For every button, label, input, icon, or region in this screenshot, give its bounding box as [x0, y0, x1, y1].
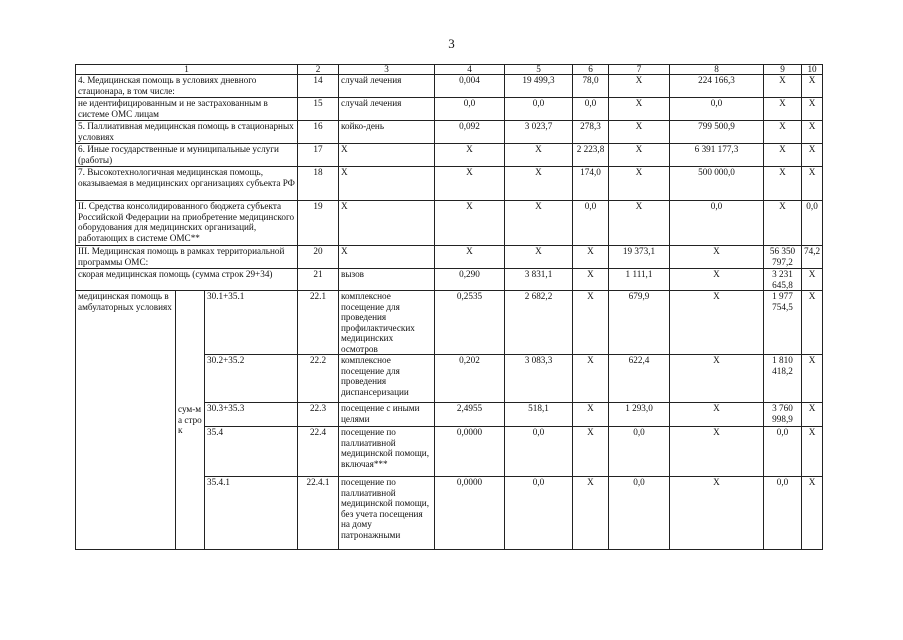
- table-cell: 0,0: [609, 427, 670, 477]
- table-cell: 0,0: [764, 477, 802, 550]
- table-cell: 22.4.1: [298, 477, 339, 550]
- table-cell: X: [435, 167, 505, 201]
- table-cell: 3 083,3: [505, 355, 573, 403]
- table-row: [76, 144, 823, 167]
- table-cell: 0,0000: [435, 477, 505, 550]
- header-cell: 3: [339, 65, 435, 75]
- table-cell: X: [802, 121, 823, 144]
- table-cell: 19 373,1: [609, 246, 670, 269]
- table-cell: 18: [298, 167, 339, 201]
- table-cell: 3 023,7: [505, 121, 573, 144]
- table-cell: X: [764, 167, 802, 201]
- table-cell: 19 499,3: [505, 75, 573, 98]
- table-cell: X: [670, 291, 764, 355]
- table-cell: 0,0: [670, 201, 764, 246]
- table-cell: комплексное посещение для проведения диспансеризации: [339, 355, 435, 403]
- table-cell: X: [802, 167, 823, 201]
- table-cell: X: [802, 403, 823, 427]
- row-label: 7. Высокотехнологичная медицинская помощь, оказываемая в медицинских организациях субъекта РФ: [76, 167, 298, 201]
- row-label: не идентифицированным и не застрахованным в системе ОМС лицам: [76, 98, 298, 121]
- table-cell: 0,0: [764, 427, 802, 477]
- table-cell: X: [802, 427, 823, 477]
- header-cell: 10: [802, 65, 823, 75]
- table-cell: 500 000,0: [670, 167, 764, 201]
- table-cell: X: [609, 144, 670, 167]
- header-cell: 6: [573, 65, 609, 75]
- table-cell: 22.2: [298, 355, 339, 403]
- header-cell: 9: [764, 65, 802, 75]
- table-cell: комплексное посещение для проведения профилактических медицинских осмотров: [339, 291, 435, 355]
- table-row: [76, 121, 823, 144]
- table-cell: 0,0: [505, 477, 573, 550]
- table-cell: X: [670, 246, 764, 269]
- table-cell: 22.3: [298, 403, 339, 427]
- table-cell: 0,290: [435, 269, 505, 291]
- table-cell: X: [339, 201, 435, 246]
- source-rows: 35.4.1: [205, 477, 298, 550]
- table-cell: X: [609, 75, 670, 98]
- header-row: [76, 65, 823, 75]
- row-label: 5. Паллиативная медицинская помощь в стационарных условиях: [76, 121, 298, 144]
- table-cell: X: [573, 269, 609, 291]
- table-cell: 3 831,1: [505, 269, 573, 291]
- table-cell: 0,092: [435, 121, 505, 144]
- table-cell: X: [670, 269, 764, 291]
- row-label: 4. Медицинская помощь в условиях дневного стационара, в том числе:: [76, 75, 298, 98]
- table-cell: 15: [298, 98, 339, 121]
- table-row: [76, 269, 823, 291]
- table-cell: X: [339, 167, 435, 201]
- table-cell: X: [670, 403, 764, 427]
- table-cell: X: [505, 144, 573, 167]
- table-cell: 0,0000: [435, 427, 505, 477]
- source-rows: 35.4: [205, 427, 298, 477]
- table-cell: X: [435, 144, 505, 167]
- table-cell: койко-день: [339, 121, 435, 144]
- table-cell: 0,0: [573, 98, 609, 121]
- table-cell: X: [435, 201, 505, 246]
- table-cell: 0,0: [609, 477, 670, 550]
- table-cell: 17: [298, 144, 339, 167]
- source-rows: 30.3+35.3: [205, 403, 298, 427]
- table-cell: X: [505, 167, 573, 201]
- table-cell: 0,0: [505, 98, 573, 121]
- table-row: [76, 201, 823, 246]
- row-label: III. Медицинская помощь в рамках территориальной программы ОМС:: [76, 246, 298, 269]
- table-cell: X: [609, 201, 670, 246]
- table-cell: 3 760 998,9: [764, 403, 802, 427]
- table-cell: 0,0: [573, 201, 609, 246]
- table-cell: X: [764, 75, 802, 98]
- table-cell: X: [802, 269, 823, 291]
- table-cell: 1 293,0: [609, 403, 670, 427]
- budget-table: [75, 64, 823, 550]
- table-row: [76, 246, 823, 269]
- source-rows: 30.2+35.2: [205, 355, 298, 403]
- table-cell: X: [670, 355, 764, 403]
- row-label: II. Средства консолидированного бюджета субъекта Российской Федерации на приобретение медицинского оборудования для медицинских организаций, работающих в системе ОМС**: [76, 201, 298, 246]
- header-cell: 4: [435, 65, 505, 75]
- table-cell: 224 166,3: [670, 75, 764, 98]
- table-cell: X: [802, 291, 823, 355]
- table-cell: 0,0: [435, 98, 505, 121]
- table-cell: X: [609, 98, 670, 121]
- table-cell: 2 223,8: [573, 144, 609, 167]
- table-cell: X: [339, 246, 435, 269]
- table-cell: X: [573, 427, 609, 477]
- table-cell: X: [573, 291, 609, 355]
- table-cell: посещение с иными целями: [339, 403, 435, 427]
- header-cell: 2: [298, 65, 339, 75]
- table-body: [76, 65, 823, 550]
- table-cell: X: [505, 246, 573, 269]
- table-row: [76, 75, 823, 98]
- table-cell: X: [802, 477, 823, 550]
- table-cell: X: [764, 144, 802, 167]
- table-cell: случай лечения: [339, 75, 435, 98]
- table-cell: 2 682,2: [505, 291, 573, 355]
- table-cell: 1 810 418,2: [764, 355, 802, 403]
- table-cell: X: [573, 355, 609, 403]
- table-cell: 2,4955: [435, 403, 505, 427]
- table-cell: 278,3: [573, 121, 609, 144]
- table-cell: X: [764, 121, 802, 144]
- source-rows: 30.1+35.1: [205, 291, 298, 355]
- table-cell: 14: [298, 75, 339, 98]
- table-cell: X: [802, 144, 823, 167]
- table-cell: 0,0: [670, 98, 764, 121]
- table-cell: X: [670, 477, 764, 550]
- table-cell: посещение по паллиативной медицинской помощи, включая***: [339, 427, 435, 477]
- table-cell: 679,9: [609, 291, 670, 355]
- header-cell: 8: [670, 65, 764, 75]
- sum-rows-label: сум-ма строк: [176, 291, 205, 550]
- table-cell: 22.1: [298, 291, 339, 355]
- table-cell: X: [573, 246, 609, 269]
- table-cell: X: [505, 201, 573, 246]
- table-cell: 20: [298, 246, 339, 269]
- page-number: 3: [448, 36, 455, 51]
- table-cell: 622,4: [609, 355, 670, 403]
- table-cell: посещение по паллиативной медицинской помощи, без учета посещения на дому патронажными: [339, 477, 435, 550]
- table-cell: X: [339, 144, 435, 167]
- table-cell: X: [802, 98, 823, 121]
- table-cell: вызов: [339, 269, 435, 291]
- table-row: [76, 167, 823, 201]
- table-cell: 56 350 797,2: [764, 246, 802, 269]
- table-cell: 78,0: [573, 75, 609, 98]
- table-cell: X: [764, 201, 802, 246]
- table-cell: 1 977 754,5: [764, 291, 802, 355]
- table-cell: X: [802, 355, 823, 403]
- table-cell: 3 231 645,8: [764, 269, 802, 291]
- table-cell: X: [764, 98, 802, 121]
- table-cell: X: [435, 246, 505, 269]
- table-cell: 0,004: [435, 75, 505, 98]
- table-cell: 0,2535: [435, 291, 505, 355]
- table-cell: 518,1: [505, 403, 573, 427]
- table-cell: случай лечения: [339, 98, 435, 121]
- table-cell: X: [573, 477, 609, 550]
- ambulatory-label: медицинская помощь в амбулаторных условиях: [76, 291, 176, 550]
- table-cell: 22.4: [298, 427, 339, 477]
- table-cell: X: [609, 121, 670, 144]
- header-cell: 5: [505, 65, 573, 75]
- table-cell: X: [609, 167, 670, 201]
- header-cell: 7: [609, 65, 670, 75]
- header-cell: 1: [76, 65, 298, 75]
- table-cell: 6 391 177,3: [670, 144, 764, 167]
- table-cell: 21: [298, 269, 339, 291]
- table-cell: 174,0: [573, 167, 609, 201]
- table-cell: 1 111,1: [609, 269, 670, 291]
- table-cell: X: [802, 75, 823, 98]
- row-label: скорая медицинская помощь (сумма строк 29+34): [76, 269, 298, 291]
- table-cell: 0,202: [435, 355, 505, 403]
- table-cell: 19: [298, 201, 339, 246]
- table-cell: 0,0: [802, 201, 823, 246]
- table-cell: X: [573, 403, 609, 427]
- table-cell: X: [670, 427, 764, 477]
- row-label: 6. Иные государственные и муниципальные услуги (работы): [76, 144, 298, 167]
- table-row: [76, 98, 823, 121]
- table-cell: 16: [298, 121, 339, 144]
- table-cell: 799 500,9: [670, 121, 764, 144]
- table-cell: 0,0: [505, 427, 573, 477]
- table-row: [76, 291, 823, 355]
- table-cell: 74,2: [802, 246, 823, 269]
